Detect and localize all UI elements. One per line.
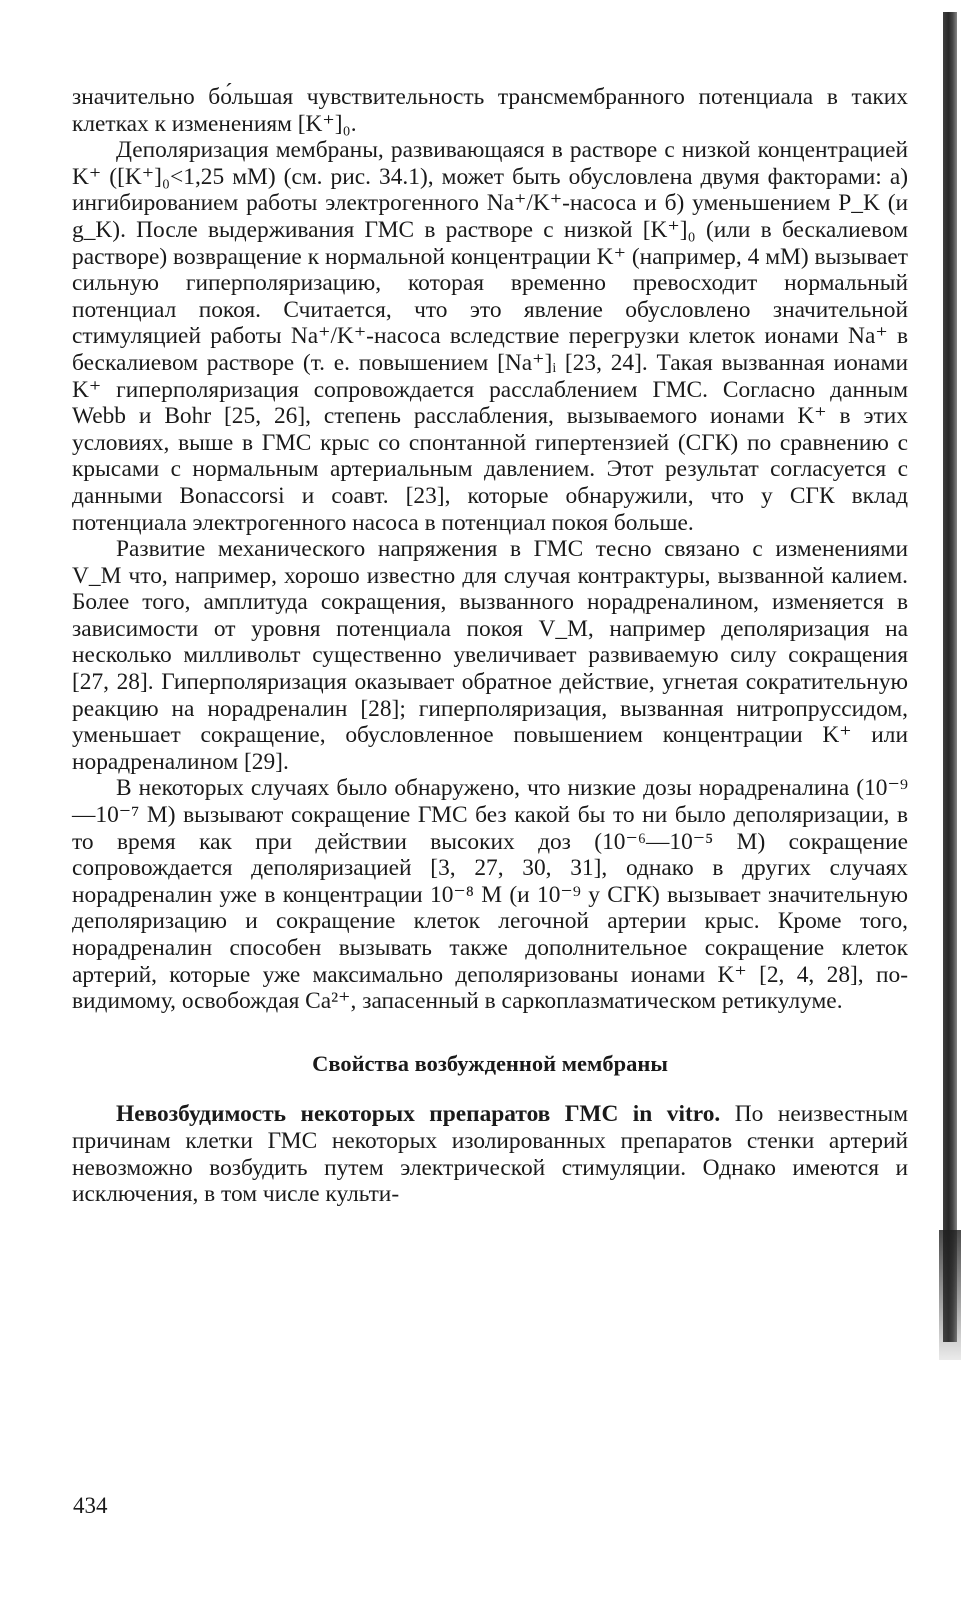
paragraph-mechanical-tension: Развитие механического напряжения в ГМС тесно связано с изменениями V_M что, например, хорошо известно для случая контрактуры, вызванной калием. Более того, амплитуда сокращения, вызванного норадреналином, изменяется в зависимости от уровня потенциала покоя V_M, например деполяризация на несколько милливольт существенно увеличивает развиваемую силу сокращения [27, 28]. Гиперполяризация оказывает обратное действие, угнетая сократительную реакцию на норадреналин [28]; гиперполяризация, вызванная нитропруссидом, уменьшает сокращение, обусловленное повышением концентрации K⁺ или норадреналином [29]. [72, 536, 908, 775]
page-number: 434 [73, 1493, 108, 1518]
section-heading: Свойства возбужденной мембраны [312, 1050, 668, 1076]
paragraph-lead: Невозбудимость некоторых препаратов ГМС in vitro. [116, 1101, 721, 1128]
paragraph-inexcitability [72, 1101, 908, 1207]
paragraph-continuation: значительно бо́льшая чувствительность трансмембранного потенциала в таких клетках к изменениям [K⁺]₀. [72, 84, 908, 137]
book-binding-fade [939, 1230, 961, 1360]
paragraph-depolarization: Деполяризация мембраны, развивающаяся в растворе с низкой концентрацией K⁺ ([K⁺]₀<1,25 мМ) (см. рис. 34.1), может быть обусловлена двумя факторами: а) ингибированием работы электрогенного Na⁺/K⁺-насоса и б) уменьшением P_K (и g_K). После выдерживания ГМС в растворе с низкой [K⁺]₀ (или в бескалиевом растворе) возвращение к нормальной концентрации K⁺ (например, 4 мМ) вызывает сильную гиперполяризацию, которая временно превосходит нормальный потенциал покоя. Считается, что это явление обусловлено значительной стимуляцией работы Na⁺/K⁺-насоса вследствие перегрузки клеток ионами Na⁺ в бескалиевом растворе (т. е. повышением [Na⁺]ᵢ [23, 24]. Такая вызванная ионами K⁺ гиперполяризация сопровождается расслаблением ГМС. Согласно данным Webb и Bohr [25, 26], степень расслабления, вызываемого ионами K⁺ в этих условиях, выше в ГМС крыс со спонтанной гипертензией (СГК) по сравнению с крысами с нормальным артериальным давлением. Этот результат согласуется с данными Bonaccorsi и соавт. [23], которые обнаружили, что у СГК вклад потенциала электрогенного насоса в потенциал покоя больше. [72, 137, 908, 536]
page-body [72, 84, 908, 1208]
paragraph-noradrenaline: В некоторых случаях было обнаружено, что низкие дозы норадреналина (10⁻⁹—10⁻⁷ М) вызывают сокращение ГМС без какой бы то ни было деполяризации, в то время как при действии высоких доз (10⁻⁶—10⁻⁵ М) сокращение сопровождается деполяризацией [3, 27, 30, 31], однако в других случаях норадреналин уже в концентрации 10⁻⁸ М (и 10⁻⁹ у СГК) вызывает значительную деполяризацию и сокращение клеток легочной артерии крыс. Кроме того, норадреналин способен вызывать также дополнительное сокращение клеток артерий, которые уже максимально деполяризованы ионами K⁺ [2, 4, 28], по-видимому, освобождая Ca²⁺, запасенный в саркоплазматическом ретикулуме. [72, 775, 908, 1015]
book-binding-shadow [943, 12, 957, 1342]
paragraph-body: По неизвестным причинам клетки ГМС некоторых изолированных препаратов стенки артерий невозможно возбудить путем электрической стимуляции. Однако имеются и исключения, в том числе культи- [72, 1101, 908, 1208]
